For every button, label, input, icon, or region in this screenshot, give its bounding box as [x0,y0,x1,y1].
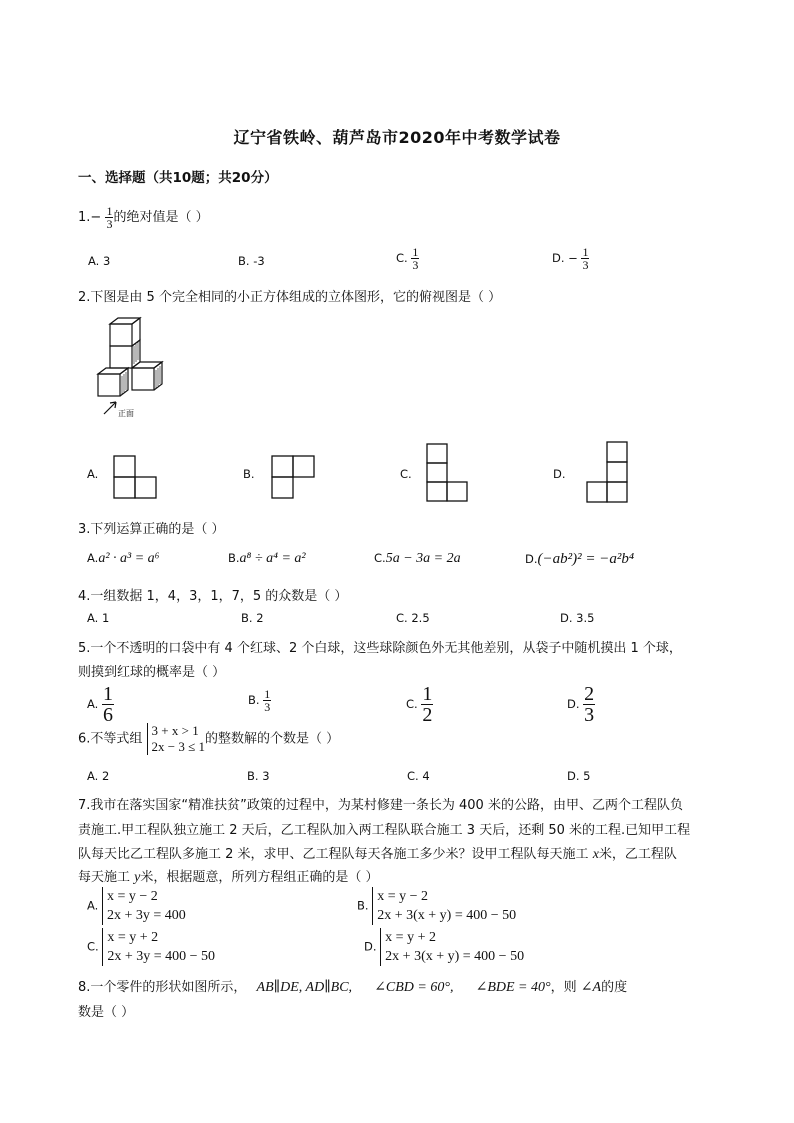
q3-d-expr: (−ab²)² = −a²b⁴ [537,551,635,567]
question-7-line-3 [78,843,677,863]
q7-a-system [102,887,186,925]
q8-angle-cbd: ∠CBD = 60°, [374,980,454,995]
q3-a-label: A. [87,551,99,565]
q6-option-a[interactable]: A. 2 [87,769,110,783]
q7-c-eq-2: 2x + 3y = 400 − 50 [107,949,216,964]
q7-a-label: A. [87,898,99,913]
question-5-line-1: 5.一个不透明的口袋中有 4 个红球、2 个白球，这些球除颜色外无其他差别，从袋子中随机摸出 1 个球， [78,641,682,656]
q7-b-eq-2: 2x + 3(x + y) = 400 − 50 [377,908,517,923]
q5-b-num: 1 [264,687,271,701]
q1-option-d[interactable] [552,246,589,271]
front-label: 正面 [118,409,134,418]
q1-frac-num: 1 [106,204,113,218]
q5-option-a[interactable] [87,684,114,725]
question-8-line-2: 数是（ ） [78,1005,135,1020]
q1-d-num: 1 [582,245,589,259]
q7-line4-a: 每天施工 [78,870,131,885]
q7-d-label: D. [364,939,377,954]
q5-option-d[interactable] [567,684,595,725]
q5-d-label: D. [567,697,580,711]
q2-option-a[interactable]: A. [87,467,99,481]
q8-text-g: 的度 [601,980,628,995]
q3-option-b[interactable] [228,551,306,567]
q1-d-neg: − [568,251,578,265]
q7-c-label: C. [87,939,99,954]
q1-c-fraction [411,246,419,271]
q5-c-fraction [421,684,433,725]
q7-option-a[interactable] [87,887,186,925]
q7-c-system [102,928,215,966]
q3-c-label: C. [374,551,386,565]
q1-d-den: 3 [582,258,589,272]
q7-line3-a: 队每天比乙工程队多施工 2 米，求甲、乙工程队每天各施工多少米？设甲工程队每天施工 [78,847,589,862]
q2-option-b[interactable]: B. [243,467,255,481]
q5-d-num: 2 [584,683,595,705]
question-2: 2.下图是由 5 个完全相同的小正方体组成的立体图形，它的俯视图是（ ） [78,290,502,305]
q3-option-a[interactable] [87,551,160,567]
q7-c-eq-1: x = y + 2 [107,930,159,945]
q6-option-b[interactable]: B. 3 [247,769,270,783]
section-heading: 一、选择题（共10题；共20分） [78,170,278,186]
q6-eq-2: 2x − 3 ≤ 1 [151,739,206,754]
q7-d-system [380,928,524,966]
q4-option-c[interactable]: C. 2.5 [396,611,430,625]
q7-option-b[interactable] [357,887,516,925]
question-3: 3.下列运算正确的是（ ） [78,522,225,537]
q1-option-b[interactable]: B. -3 [238,254,265,268]
q1-c-den: 3 [412,258,419,272]
q5-b-label: B. [248,693,260,707]
q4-option-d[interactable]: D. 3.5 [560,611,595,625]
q7-b-eq-1: x = y − 2 [377,889,428,904]
q7-d-eq-1: x = y + 2 [385,930,436,945]
q3-option-d[interactable] [525,551,634,568]
q7-option-d[interactable] [364,928,524,966]
q5-option-c[interactable] [406,684,433,725]
q8-text-e: ，则 [550,980,577,995]
q1-d-label: D. [552,251,565,265]
q5-c-label: C. [406,697,418,711]
question-4: 4.一组数据 1，4，3，1，7，5 的众数是（ ） [78,589,348,604]
q5-a-num: 1 [102,683,113,705]
q7-a-eq-2: 2x + 3y = 400 [106,908,186,923]
question-7-line-4 [78,866,379,886]
q5-a-fraction [102,684,114,725]
q6-suffix: 的整数解的个数是（ ） [205,731,340,747]
q1-c-label: C. [396,251,408,265]
q5-b-fraction [263,688,271,713]
q2-option-c[interactable]: C. [400,467,412,481]
q6-option-c[interactable]: C. 4 [407,769,430,783]
q7-b-system [372,887,516,925]
q5-d-den: 3 [584,704,595,726]
cube-figure [96,316,186,426]
question-8-line-1 [78,976,627,996]
q1-c-num: 1 [412,245,419,259]
q5-a-label: A. [87,697,99,711]
question-1 [78,205,209,230]
q2-option-c-figure [426,443,472,503]
q2-option-a-figure [113,455,159,499]
q3-b-label: B. [228,551,240,565]
q5-d-fraction [583,684,595,725]
question-6 [78,723,339,755]
q1-option-c[interactable] [396,246,419,271]
q5-option-b[interactable] [248,688,271,713]
page-title: 辽宁省铁岭、葫芦岛市2020年中考数学试卷 [233,128,561,147]
q5-b-den: 3 [264,700,271,714]
q3-option-c[interactable] [374,551,461,567]
q8-angle-a: ∠A [580,980,602,995]
q1-frac-den: 3 [106,217,113,231]
q3-c-expr: 5a − 3a = 2a [385,551,461,566]
q6-prefix: 6.不等式组 [78,731,143,747]
q5-a-den: 6 [102,704,113,726]
q2-option-d[interactable]: D. [553,467,566,481]
q5-c-den: 2 [422,704,433,726]
q8-angle-bde: ∠BDE = 40° [475,980,551,995]
q4-option-a[interactable]: A. 1 [87,611,110,625]
q7-option-c[interactable] [87,928,215,966]
question-7-line-2: 责施工.甲工程队独立施工 2 天后，乙工程队加入两工程队联合施工 3 天后，还剩 50 米的工程.已知甲工程 [78,823,691,838]
q7-b-label: B. [357,898,369,913]
q8-text-a: 8.一个零件的形状如图所示， [78,980,247,995]
q6-eq-1: 3 + x > 1 [151,723,199,738]
q7-var-y: y [134,870,141,885]
q1-d-fraction [581,246,589,271]
q1-number: 1. [78,210,91,225]
q2-option-d-figure [586,441,632,503]
q7-line3-c: 米，乙工程队 [598,847,677,862]
q7-d-eq-2: 2x + 3(x + y) = 400 − 50 [385,949,525,964]
q2-option-b-figure [271,455,317,499]
q3-b-expr: a⁸ ÷ a⁴ = a² [239,551,306,566]
q8-parallel-expr: AB∥DE, AD∥BC, [256,980,353,995]
q1-option-a[interactable]: A. 3 [88,254,111,268]
q6-system [147,723,205,755]
q7-a-eq-1: x = y − 2 [106,889,158,904]
q7-var-x: x [592,847,599,862]
q7-line4-c: 米，根据题意，所列方程组正确的是（ ） [140,870,379,885]
q4-option-b[interactable]: B. 2 [241,611,264,625]
q3-d-label: D. [525,552,538,566]
q3-a-expr: a² · a³ = a⁶ [98,551,160,566]
q6-option-d[interactable]: D. 5 [567,769,591,783]
question-7-line-1: 7.我市在落实国家“精准扶贫”政策的过程中，为某村修建一条长为 400 米的公路，由甲、乙两个工程队负 [78,798,683,813]
q1-neg: − [90,210,102,225]
question-5-line-2: 则摸到红球的概率是（ ） [78,665,226,680]
q1-text: 的绝对值是（ ） [113,210,209,225]
q5-c-num: 1 [422,683,433,705]
